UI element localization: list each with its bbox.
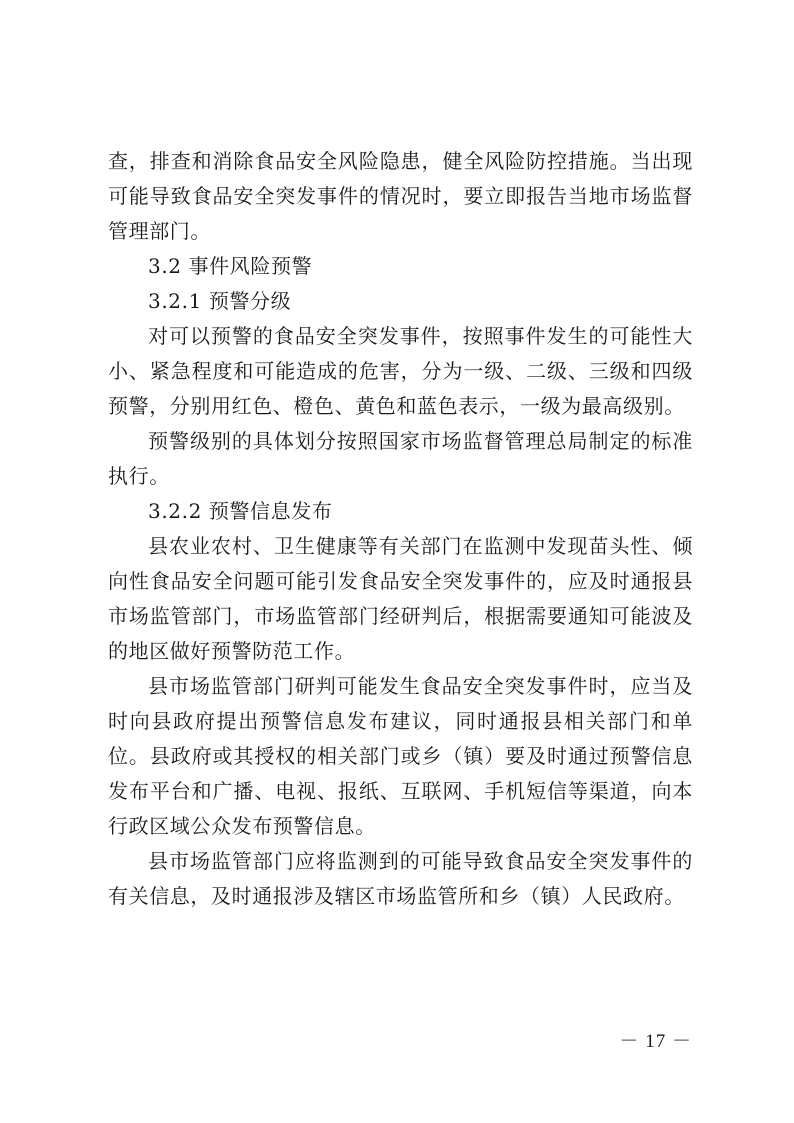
paragraph-warning-publication: 县市场监管部门研判可能发生食品安全突发事件时，应当及时向县政府提出预警信息发布建议，同时通报县相关部门和单位。县政府或其授权的相关部门或乡（镇）要及时通过预警信息发布平台和广播、电视、报纸、互联网、手机短信等渠道，向本行政区域公众发布预警信息。 [108, 674, 693, 838]
subsection-heading-3-2-2: 3.2.2 预警信息发布 [148, 499, 333, 523]
page-number: － 17 － [619, 1031, 692, 1052]
paragraph-department-notification: 县农业农村、卫生健康等有关部门在监测中发现苗头性、倾向性食品安全问题可能引发食品安全突发事件的，应及时通报县市场监管部门，市场监管部门经研判后，根据需要通知可能波及的地区做好预警防范工作。 [108, 534, 693, 663]
paragraph-information-report: 县市场监管部门应将监测到的可能导致食品安全突发事件的有关信息，及时通报涉及辖区市场监管所和乡（镇）人民政府。 [108, 849, 693, 908]
document-body [108, 144, 693, 914]
section-heading-3-2: 3.2 事件风险预警 [148, 254, 313, 278]
subsection-heading-3-2-1: 3.2.1 预警分级 [148, 289, 292, 313]
paragraph-warning-standard: 预警级别的具体划分按照国家市场监督管理总局制定的标准执行。 [108, 429, 693, 488]
paragraph-continuation: 查，排查和消除食品安全风险隐患，健全风险防控措施。当出现可能导致食品安全突发事件的情况时，要立即报告当地市场监督管理部门。 [108, 149, 693, 243]
paragraph-warning-levels: 对可以预警的食品安全突发事件，按照事件发生的可能性大小、紧急程度和可能造成的危害，分为一级、二级、三级和四级预警，分别用红色、橙色、黄色和蓝色表示，一级为最高级别。 [108, 324, 693, 418]
